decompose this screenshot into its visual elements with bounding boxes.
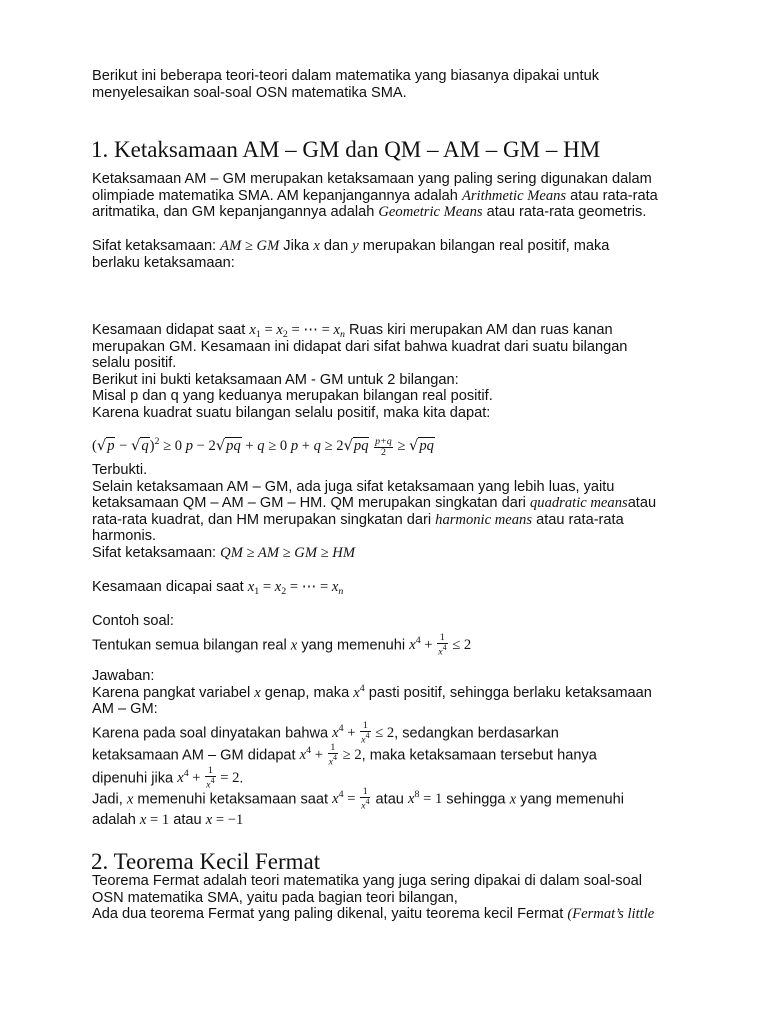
math-var: x: [254, 684, 261, 701]
text-span: atau: [371, 791, 408, 808]
text-line: Teorema Fermat adalah teori matematika yang juga sering dipakai di dalam soal-soal: [92, 873, 642, 889]
am-gm-intro-paragraph: [92, 171, 712, 221]
text-span: dan: [319, 238, 353, 254]
text-line: [92, 188, 712, 205]
text-span: adalah: [92, 812, 140, 829]
sifat-paragraph: [92, 238, 712, 271]
text-line: Karena kuadrat suatu bilangan selalu positif, maka kita dapat:: [92, 404, 491, 421]
text-line: [92, 204, 712, 221]
text-line: [92, 545, 712, 562]
text-line: [92, 238, 712, 255]
text-line: Jawaban:: [92, 668, 155, 684]
formula-x4-eq: $x^4$ = $\frac{1}{x^4}$: [332, 786, 370, 812]
formula-equality-condition: $x_1 = x_2$ = ⋯ = $x_n$: [249, 322, 345, 340]
qm-am-gm-hm-paragraph: [92, 462, 712, 561]
text-line: [92, 633, 712, 658]
formula-problem: $x^4$ + $\frac{1}{x^4}$ ≤ 2: [332, 720, 395, 746]
text-line: [92, 579, 712, 596]
formula-x8-eq: $x^8 = 1$: [407, 789, 443, 808]
term-arithmetic-means: Arithmetic Means: [461, 187, 567, 204]
text-span: atau rata-rata: [532, 511, 624, 528]
formula-equality: $x^4$ + $\frac{1}{x^4}$ = 2: [177, 765, 240, 791]
text-span: Sifat ketaksamaan:: [92, 238, 221, 254]
formula-x-eq-1: x = 1: [139, 812, 170, 829]
fermat-paragraph: [92, 873, 732, 923]
formula-am-gm-result: $x^4$ + $\frac{1}{x^4}$ ≥ 2: [299, 742, 362, 768]
text-line: harmonis.: [92, 528, 157, 544]
formula-am-geq-gm: AM ≥ GM: [220, 238, 280, 254]
kesamaan-paragraph: [92, 322, 712, 421]
text-span: atau: [169, 812, 206, 829]
text-line: Berikut ini bukti ketaksamaan AM - GM untuk 2 bilangan:: [92, 371, 459, 388]
text-line: OSN matematika SMA, yaitu pada bagian teori bilangan,: [92, 889, 458, 906]
text-span: aritmatika, dan GM kepanjangannya adalah: [92, 204, 379, 220]
math-var: x: [509, 791, 517, 808]
text-span: ketaksamaan AM – GM didapat: [92, 747, 300, 764]
text-span: Sifat ketaksamaan:: [92, 544, 221, 561]
text-span: pasti positif, sehingga berlaku ketaksamaan: [364, 684, 652, 701]
text-line: Selain ketaksamaan AM – GM, ada juga sifat ketaksamaan yang lebih luas, yaitu: [92, 478, 615, 495]
math-var: x: [313, 238, 320, 254]
math-var: x: [126, 791, 134, 808]
text-span: ketaksamaan QM – AM – GM – HM. QM merupakan singkatan dari: [92, 495, 530, 511]
term-quadratic-means: quadratic means: [529, 495, 628, 511]
text-span: , maka ketaksamaan tersebut hanya: [361, 747, 597, 764]
text-span: genap, maka: [260, 684, 354, 701]
section-2-heading: 2. Teorema Kecil Fermat: [91, 849, 321, 874]
text-span: merupakan bilangan real positif, maka: [358, 238, 610, 254]
text-span: atau: [627, 495, 657, 511]
term-harmonic-means: harmonic means: [435, 511, 533, 528]
text-span: .: [239, 770, 244, 787]
text-line: Ketaksamaan AM – GM merupakan ketaksamaan yang paling sering digunakan dalam: [92, 171, 652, 187]
text-line: merupakan GM. Kesamaan ini didapat dari sifat bahwa kuadrat dari suatu bilangan: [92, 338, 628, 355]
text-span: Kesamaan dicapai saat: [92, 579, 248, 595]
text-span: atau rata-rata geometris.: [482, 204, 647, 220]
text-span: sehingga: [442, 791, 510, 808]
text-span: yang memenuhi: [516, 791, 624, 808]
text-line: [92, 743, 712, 768]
text-span: Karena pangkat variabel: [92, 684, 255, 701]
text-line: berlaku ketaksamaan:: [92, 254, 235, 271]
text-span: Ada dua teorema Fermat yang paling dikenal, yaitu teorema kecil Fermat: [92, 906, 568, 922]
proof-equation: [92, 437, 732, 459]
text-span: Kesamaan didapat saat: [92, 322, 250, 338]
formula-qm-am-gm-hm: QM ≥ AM ≥ GM ≥ HM: [220, 544, 355, 561]
text-line: [92, 512, 712, 529]
text-line: Contoh soal:: [92, 613, 174, 629]
text-span: , sedangkan berdasarkan: [394, 725, 559, 742]
term-fermats-little: (Fermat’s little: [567, 906, 655, 922]
text-line: [92, 682, 712, 702]
section-1-heading: 1. Ketaksamaan AM – GM dan QM – AM – GM – HM: [91, 137, 601, 162]
text-span: yang memenuhi: [297, 636, 410, 653]
text-span: Jadi,: [92, 791, 127, 808]
text-span: Tentukan semua bilangan real: [92, 636, 291, 653]
text-span: rata-rata kuadrat, dan HM merupakan singkatan dari: [92, 511, 436, 528]
text-span: olimpiade matematika SMA. AM kepanjangannya adalah: [92, 187, 462, 204]
text-line: selalu positif.: [92, 355, 177, 371]
text-span: atau rata-rata: [566, 187, 658, 204]
text-line: [92, 812, 712, 829]
text-line: [92, 906, 732, 923]
intro-line: menyelesaikan soal-soal OSN matematika SMA.: [92, 84, 407, 101]
text-span: memenuhi ketaksamaan saat: [133, 791, 333, 808]
jawaban-line-4: [92, 743, 712, 768]
formula-equality-condition: $x_1 = x_2$ = ⋯ = $x_n$: [247, 579, 344, 597]
jawaban-conclusion: [92, 787, 712, 829]
text-span: Jika: [279, 238, 314, 254]
text-line: [92, 495, 712, 512]
math-var: x: [290, 636, 298, 653]
text-line: [92, 322, 712, 339]
jawaban: [92, 668, 712, 718]
text-span: Ruas kiri merupakan AM dan ruas kanan: [344, 322, 613, 338]
text-line: AM – GM:: [92, 701, 158, 717]
text-line: Terbukti.: [92, 462, 148, 478]
formula-x-eq-minus-1: x = −1: [205, 812, 244, 829]
kesamaan-dicapai-line: [92, 579, 712, 596]
formula-problem: $x^4$ + $\frac{1}{x^4}$ ≤ 2: [409, 631, 472, 658]
intro-line: Berikut ini beberapa teori-teori dalam matematika yang biasanya dipakai untuk: [92, 68, 600, 84]
text-span: Karena pada soal dinyatakan bahwa: [92, 725, 333, 742]
text-line: [92, 787, 712, 812]
math-var: y: [352, 238, 359, 254]
text-span: dipenuhi jika: [92, 770, 178, 787]
proof-formula: $(√p - √q)^2 \ge 0$ p − 2√pq + q ≥ 0 p + q ≥ 2√pq $\frac{p+q}{2}$ ≥ √pq: [92, 436, 434, 459]
formula-x4: $x^4$: [353, 682, 365, 701]
intro-paragraph: [92, 68, 712, 101]
text-line: Misal p dan q yang keduanya merupakan bilangan real positif.: [92, 388, 493, 404]
contoh-soal: [92, 613, 712, 658]
term-geometric-means: Geometric Means: [378, 204, 483, 220]
